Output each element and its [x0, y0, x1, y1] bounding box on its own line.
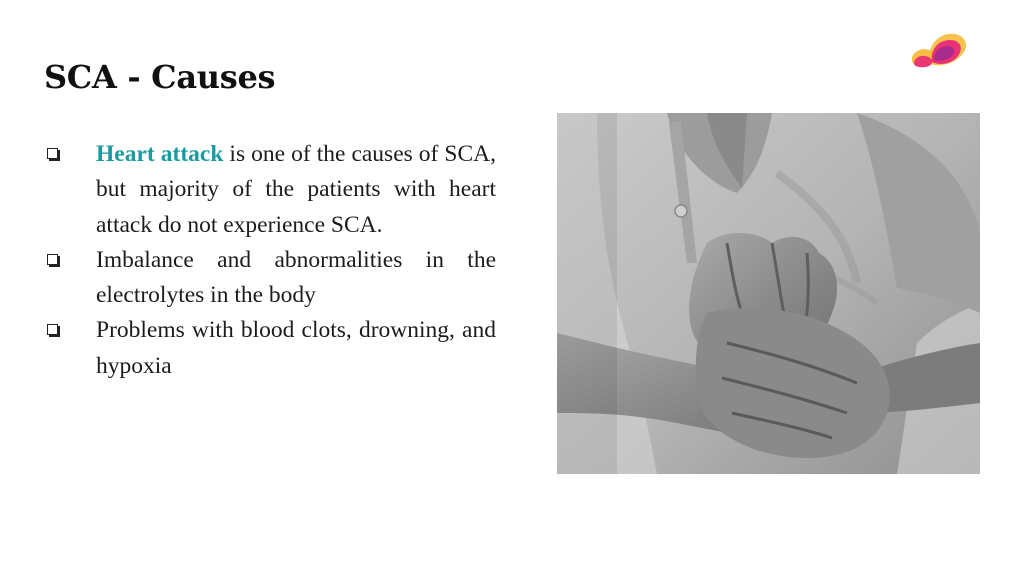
slide-title: SCA - Causes [44, 58, 276, 96]
bullet-item-electrolytes [44, 243, 496, 314]
highlight-text: Heart attack [96, 141, 224, 167]
bullet-item-heart-attack [44, 137, 496, 243]
brand-logo-icon [904, 28, 970, 76]
bullet-list [44, 137, 496, 384]
bullet-item-blood-clots [44, 313, 496, 384]
chest-pain-photo [557, 113, 980, 474]
bullet-text: Problems with blood clots, drowning, and hypoxia [96, 317, 496, 379]
checkbox-bullet-icon [47, 254, 58, 265]
checkbox-bullet-icon [47, 148, 58, 159]
bullet-text: Imbalance and abnormalities in the electrolytes in the body [96, 246, 496, 309]
bullet-text: is one of the causes of SCA, but majority of the patients with heart attack do not experience SCA. [96, 141, 496, 238]
checkbox-bullet-icon [47, 324, 58, 335]
